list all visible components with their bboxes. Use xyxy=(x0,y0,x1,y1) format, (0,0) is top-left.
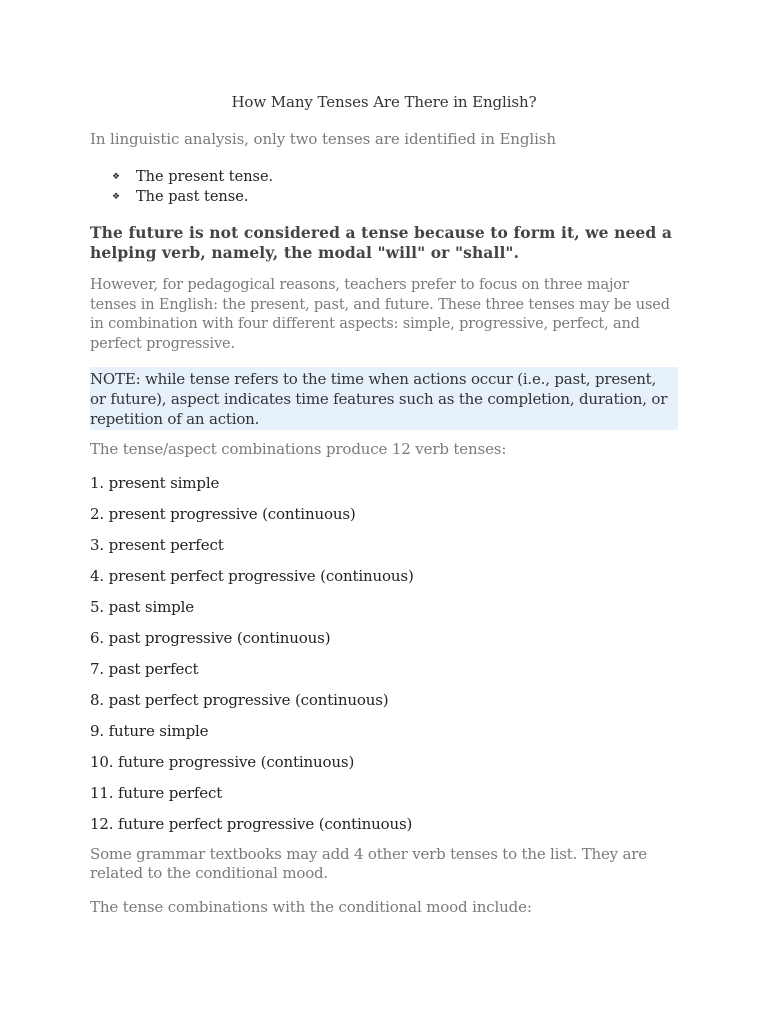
conditional-intro: The tense combinations with the conditional mood include: xyxy=(90,898,532,916)
future-note-paragraph: The future is not considered a tense because to form it, we need a helping verb, namely, the modal "will" or "shall". xyxy=(90,223,672,262)
list-item: 9. future simple xyxy=(90,722,209,740)
list-item: 11. future perfect xyxy=(90,784,223,802)
note-callout: NOTE: while tense refers to the time when actions occur (i.e., past, present, or future), aspect indicates time features such as the completion, duration, or repetition of an action. xyxy=(90,367,678,430)
list-item: 10. future progressive (continuous) xyxy=(90,753,355,771)
combinations-intro: The tense/aspect combinations produce 12 verb tenses: xyxy=(90,440,507,458)
list-item: 7. past perfect xyxy=(90,660,199,678)
diamond-bullet-icon: ❖ xyxy=(112,191,121,202)
bullet-text: The past tense. xyxy=(136,188,249,205)
list-item: 1. present simple xyxy=(90,474,220,492)
diamond-bullet-icon: ❖ xyxy=(112,172,121,182)
list-item: 12. future perfect progressive (continuous) xyxy=(90,815,413,833)
list-item: 2. present progressive (continuous) xyxy=(90,505,356,523)
list-item xyxy=(112,168,273,188)
document-title: How Many Tenses Are There in English? xyxy=(231,93,537,111)
pedagogical-paragraph: However, for pedagogical reasons, teachers prefer to focus on three major tenses in English: the present, past, and future. These three tenses may be used in combination with four different aspects: simple, progressive, perfect, and perfect progressive. xyxy=(90,277,670,352)
verb-tense-list xyxy=(90,474,414,846)
list-item: 8. past perfect progressive (continuous) xyxy=(90,691,389,709)
list-item xyxy=(112,188,273,208)
list-item: 5. past simple xyxy=(90,598,195,616)
bullet-text: The present tense. xyxy=(136,169,274,185)
list-item: 6. past progressive (continuous) xyxy=(90,629,331,647)
intro-paragraph: In linguistic analysis, only two tenses are identified in English xyxy=(90,130,556,148)
list-item: 3. present perfect xyxy=(90,536,224,554)
tense-bullet-list xyxy=(112,168,273,207)
textbooks-paragraph: Some grammar textbooks may add 4 other verb tenses to the list. They are related to the conditional mood. xyxy=(90,845,647,882)
list-item: 4. present perfect progressive (continuous) xyxy=(90,567,414,585)
